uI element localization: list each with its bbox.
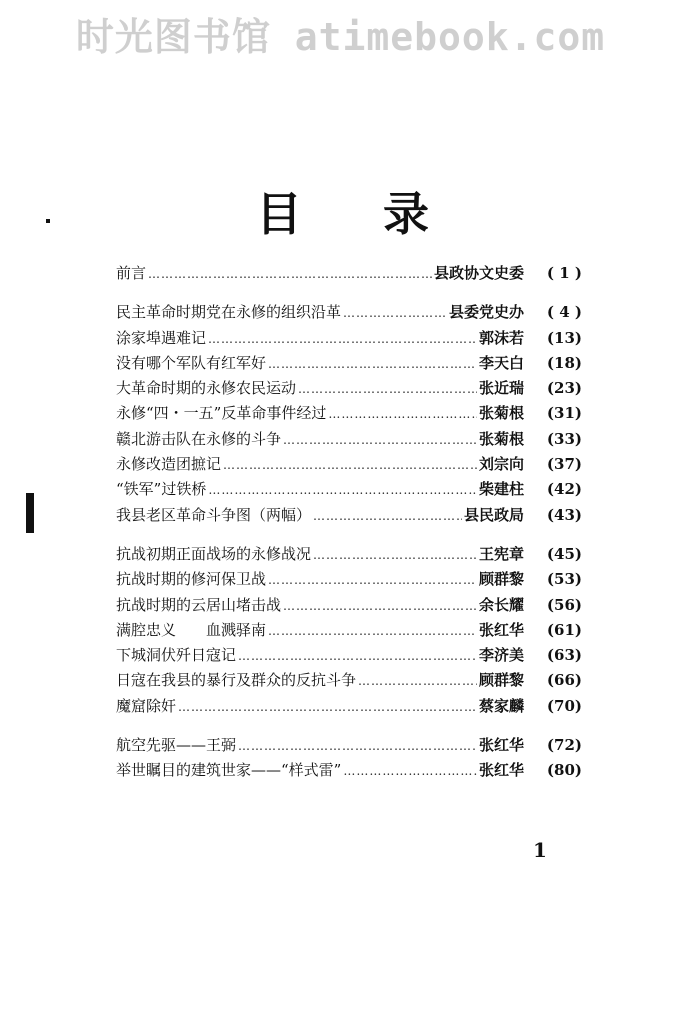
toc-entry[interactable] — [116, 543, 582, 568]
toc-leader-dots — [313, 509, 462, 523]
toc-entry-title: 没有哪个军队有红军好 — [116, 353, 267, 372]
toc-entry-author: 县民政局 — [463, 505, 524, 524]
toc-entry[interactable] — [116, 377, 582, 402]
toc-entry-title: 我县老区革命斗争图（两幅） — [116, 505, 312, 524]
toc-entry-page: (63) — [546, 646, 582, 665]
toc-entry[interactable] — [116, 568, 582, 593]
toc-entry-title: 日寇在我县的暴行及群众的反抗斗争 — [116, 671, 357, 690]
toc-group — [116, 301, 582, 529]
toc-entry-author: 柴建柱 — [478, 480, 524, 499]
toc-entry-page: (33) — [546, 429, 582, 448]
toc-entry[interactable] — [116, 478, 582, 503]
toc-leader-dots — [238, 649, 477, 663]
toc-entry-author: 顾群黎 — [478, 671, 524, 690]
toc-leader-dots — [178, 700, 477, 714]
toc-entry-title: 魔窟除奸 — [116, 696, 177, 715]
toc-leader-dots — [343, 306, 447, 320]
toc-entry-title: 民主革命时期党在永修的组织沿革 — [116, 303, 342, 322]
toc-entry-title: 航空先驱——王弼 — [116, 736, 237, 755]
toc-entry-page: (45) — [546, 544, 582, 563]
toc-entry-author: 县政协文史委 — [433, 264, 524, 282]
toc-entry-title: 抗战时期的云居山堵击战 — [116, 595, 282, 614]
toc-entry-author: 顾群黎 — [478, 570, 524, 589]
toc-entry-page: (56) — [546, 595, 582, 614]
toc-entry-author: 张菊根 — [478, 429, 524, 448]
toc-group — [116, 543, 582, 720]
toc-entry-page: (42) — [546, 480, 582, 499]
toc-entry-author: 李济美 — [478, 646, 524, 665]
toc-leader-dots — [148, 267, 432, 281]
toc-entry[interactable] — [116, 504, 582, 529]
toc-entry-page: (70) — [546, 696, 582, 715]
toc-entry-title: 大革命时期的永修农民运动 — [116, 379, 297, 398]
toc-entry-author: 蔡家麟 — [478, 696, 524, 715]
toc-leader-dots — [343, 764, 477, 778]
toc-entry-author: 刘宗向 — [478, 455, 524, 474]
toc-entry-title: 前言 — [116, 264, 147, 282]
toc-group — [116, 262, 582, 287]
toc-entry[interactable] — [116, 262, 582, 287]
toc-leader-dots — [283, 599, 477, 613]
toc-leader-dots — [298, 382, 477, 396]
page-number: 1 — [533, 838, 547, 862]
toc-entry-page: (23) — [546, 379, 582, 398]
toc-group — [116, 734, 582, 785]
toc-leader-dots — [268, 357, 477, 371]
toc-leader-dots — [358, 674, 477, 688]
page-title-char-1: 目 — [256, 187, 304, 241]
toc-entry-author: 李天白 — [478, 353, 524, 372]
toc-leader-dots — [268, 573, 477, 587]
toc-entry[interactable] — [116, 619, 582, 644]
toc-entry-author: 张红华 — [478, 761, 524, 780]
toc-entry-title: 满腔忠义 血溅驿南 — [116, 620, 267, 639]
toc-entry[interactable] — [116, 301, 582, 326]
toc-leader-dots — [328, 407, 477, 421]
toc-entry-page: (61) — [546, 620, 582, 639]
toc-entry-author: 张红华 — [478, 736, 524, 755]
toc-entry-author: 张菊根 — [478, 404, 524, 423]
toc-entry-title: 涂家埠遇难记 — [116, 328, 207, 347]
table-of-contents — [116, 262, 582, 799]
toc-entry[interactable] — [116, 453, 582, 478]
toc-entry-page: (37) — [546, 455, 582, 474]
toc-entry[interactable] — [116, 428, 582, 453]
toc-entry-author: 张近瑞 — [478, 379, 524, 398]
toc-entry[interactable] — [116, 327, 582, 352]
toc-entry-page: (31) — [546, 404, 582, 423]
toc-leader-dots — [208, 332, 477, 346]
toc-entry-title: 永修改造团摭记 — [116, 455, 222, 474]
toc-entry-author: 张红华 — [478, 620, 524, 639]
toc-entry-title: 抗战初期正面战场的永修战况 — [116, 544, 312, 563]
toc-entry-page: ( 4 ) — [546, 303, 582, 322]
toc-leader-dots — [223, 458, 477, 472]
toc-entry-title: 赣北游击队在永修的斗争 — [116, 429, 282, 448]
toc-entry[interactable] — [116, 644, 582, 669]
toc-entry-page: ( 1 ) — [546, 264, 582, 282]
toc-entry-author: 余长耀 — [478, 595, 524, 614]
toc-entry[interactable] — [116, 695, 582, 720]
toc-entry-page: (18) — [546, 353, 582, 372]
toc-leader-dots — [238, 739, 477, 753]
toc-leader-dots — [208, 483, 477, 497]
toc-entry-page: (66) — [546, 671, 582, 690]
toc-entry-title: “铁军”过铁桥 — [116, 480, 207, 499]
toc-entry-author: 郭沫若 — [478, 328, 524, 347]
toc-entry[interactable] — [116, 594, 582, 619]
toc-entry-page: (13) — [546, 328, 582, 347]
toc-entry[interactable] — [116, 759, 582, 784]
toc-leader-dots — [268, 624, 477, 638]
toc-entry[interactable] — [116, 352, 582, 377]
toc-leader-dots — [313, 548, 477, 562]
toc-entry-author: 县委党史办 — [448, 303, 524, 322]
scan-binding-mark — [26, 493, 34, 533]
toc-entry-title: 举世瞩目的建筑世家——“样式雷” — [116, 761, 342, 780]
toc-entry-page: (80) — [546, 761, 582, 780]
toc-entry-title: 下城洞伏歼日寇记 — [116, 646, 237, 665]
toc-entry-page: (43) — [546, 505, 582, 524]
toc-entry-title: 永修“四・一五”反革命事件经过 — [116, 404, 327, 423]
toc-entry-title: 抗战时期的修河保卫战 — [116, 570, 267, 589]
watermark: 时光图书馆 atimebook.com — [75, 15, 606, 59]
toc-entry[interactable] — [116, 402, 582, 427]
toc-entry[interactable] — [116, 734, 582, 759]
toc-leader-dots — [283, 433, 477, 447]
page-title-char-2: 录 — [383, 187, 431, 241]
toc-entry-page: (53) — [546, 570, 582, 589]
toc-entry[interactable] — [116, 669, 582, 694]
scan-speck — [46, 219, 50, 223]
toc-entry-page: (72) — [546, 736, 582, 755]
toc-entry-author: 王宪章 — [478, 544, 524, 563]
